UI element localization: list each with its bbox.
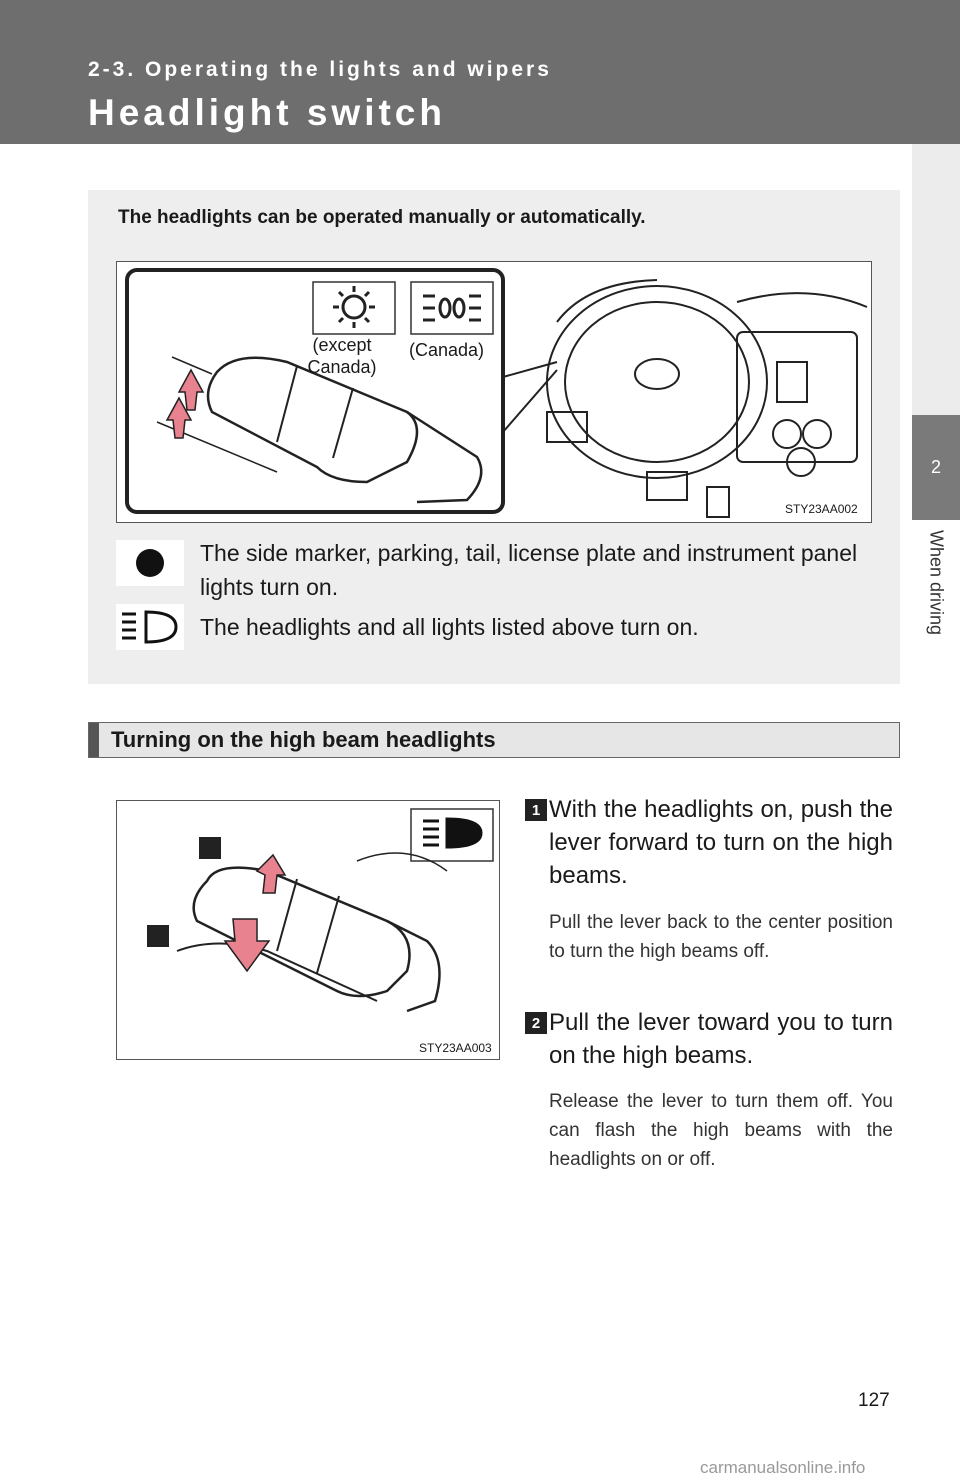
step-badge-2: 2 (525, 1012, 547, 1034)
heading-accent-bar (89, 723, 99, 757)
step-1-note: Pull the lever back to the center position to turn the high beams off. (549, 912, 893, 962)
legend-icon-parking (116, 540, 184, 586)
watermark: carmanualsonline.info (700, 1458, 866, 1477)
page-number: 127 (858, 1390, 890, 1411)
label-except-canada: (except Canada) (307, 335, 377, 377)
dashboard-illustration (116, 261, 872, 523)
legend-icon-headlight (116, 604, 184, 650)
figure2-code: STY23AA003 (419, 1041, 492, 1055)
step-marker-1 (199, 837, 221, 859)
headlight-icon (116, 604, 184, 650)
figure1-code: STY23AA002 (785, 502, 858, 516)
high-beam-drawing (117, 801, 499, 1059)
subsection-title: Turning on the high beam headlights (111, 727, 496, 752)
step-2-text: Pull the lever toward you to turn on the high beams. (549, 1009, 893, 1069)
legend-text-parking: The side marker, parking, tail, license plate and instrument panel lights turn on. (200, 540, 858, 600)
side-tab-label: When driving (926, 530, 947, 636)
section-label: 2-3. Operating the lights and wipers (88, 58, 552, 81)
dashboard-drawing (117, 262, 871, 522)
step-2-note: Release the lever to turn them off. You can flash the high beams with the headlights on or off. (549, 1091, 893, 1170)
step-1-text: With the headlights on, push the lever forward to turn on the high beams. (549, 796, 893, 889)
side-tab-number: 2 (912, 415, 960, 520)
parking-lights-icon (116, 540, 184, 586)
legend-text-headlight: The headlights and all lights listed above turn on. (200, 614, 699, 640)
page-title: Headlight switch (88, 92, 446, 133)
lever-drawing-2 (177, 853, 447, 1011)
dashboard-outline (547, 280, 867, 517)
label-canada: (Canada) (409, 340, 485, 360)
step-badge-1: 1 (525, 799, 547, 821)
high-beam-illustration (116, 800, 500, 1060)
step-marker-2 (147, 925, 169, 947)
intro-text: The headlights can be operated manually or automatically. (118, 207, 646, 228)
subsection-heading (88, 722, 900, 758)
